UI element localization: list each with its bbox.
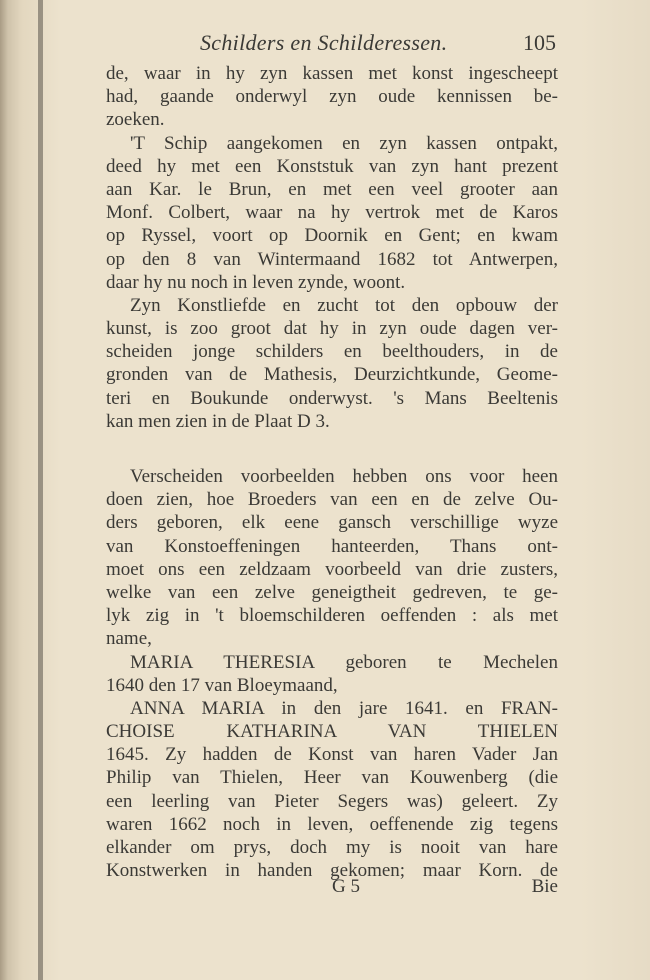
- page-footer: [106, 876, 558, 900]
- text-line: CHOISE KATHARINA VAN THIELEN: [106, 721, 558, 743]
- text-line: deed hy met een Konststuk van zyn hant prezent: [106, 155, 558, 177]
- text-line: ders geboren, elk eene gansch verschillige wyze: [106, 512, 558, 534]
- text-line: Philip van Thielen, Heer van Kouwenberg (die: [106, 767, 558, 789]
- text-line: kan men zien in de Plaat D 3.: [106, 410, 330, 432]
- text-line: welke van een zelve geneigtheit gedreven, te ge-: [106, 581, 558, 603]
- text-line: lyk zig in 't bloemschilderen oeffenden : als met: [106, 605, 558, 627]
- text-line: zoeken.: [106, 109, 165, 131]
- text-line: moet ons een zeldzaam voorbeeld van drie zusters,: [106, 558, 558, 580]
- text-line: gronden van de Mathesis, Deurzichtkunde, Geome-: [106, 364, 558, 386]
- text-line: de, waar in hy zyn kassen met konst ingescheept: [106, 63, 558, 84]
- text-line: op Ryssel, voort op Doornik en Gent; en kwam: [106, 225, 558, 247]
- paragraph-gap: [106, 433, 558, 465]
- text-line: teri en Boukunde onderwyst. 's Mans Beeltenis: [106, 387, 558, 409]
- text-line: Verscheiden voorbeelden hebben ons voor heen: [130, 466, 558, 487]
- page-number: 105: [523, 30, 556, 55]
- signature-mark: G 5: [332, 876, 360, 897]
- text-line: had, gaande onderwyl zyn oude kennissen be-: [106, 86, 558, 108]
- page-body-text: [106, 62, 558, 882]
- text-line: doen zien, hoe Broeders van een en de zelve Ou-: [106, 489, 558, 511]
- text-line: Konstwerken in handen gekomen; maar Korn. de: [106, 860, 558, 882]
- text-line: een leerling van Pieter Segers was) geleert. Zy: [106, 790, 558, 812]
- text-line: daar hy nu noch in leven zynde, woont.: [106, 271, 406, 293]
- text-line: 'T Schip aangekomen en zyn kassen ontpakt,: [130, 132, 558, 154]
- text-line: scheiden jonge schilders en beelthouders, in de: [106, 341, 558, 363]
- text-line: elkander om prys, doch my is nooit van hare: [106, 837, 558, 858]
- running-title: Schilders en Schilderessen.: [200, 30, 448, 55]
- text-line: ANNA MARIA in den jare 1641. en FRAN-: [130, 697, 558, 719]
- text-line: aan Kar. le Brun, en met een veel grooter aan: [106, 178, 558, 200]
- page-header: [110, 28, 560, 60]
- text-line: Zyn Konstliefde en zucht tot den opbouw der: [130, 294, 558, 316]
- text-line: 1640 den 17 van Bloeymaand,: [106, 674, 338, 696]
- text-line: Monf. Colbert, waar na hy vertrok met de Karos: [106, 202, 558, 224]
- catchword: Bie: [531, 876, 558, 897]
- text-line: name,: [106, 628, 152, 650]
- text-line: 1645. Zy hadden de Konst van haren Vader Jan: [106, 744, 558, 766]
- text-line: waren 1662 noch in leven, oeffenende zig tegens: [106, 813, 558, 835]
- text-line: MARIA THERESIA geboren te Mechelen: [130, 651, 558, 673]
- text-line: op den 8 van Wintermaand 1682 tot Antwerpen,: [106, 248, 558, 270]
- text-line: van Konstoeffeningen hanteerden, Thans ont-: [106, 535, 558, 557]
- book-spine-shadow: [38, 0, 43, 980]
- text-line: kunst, is zoo groot dat hy in zyn oude dagen ver-: [106, 318, 558, 340]
